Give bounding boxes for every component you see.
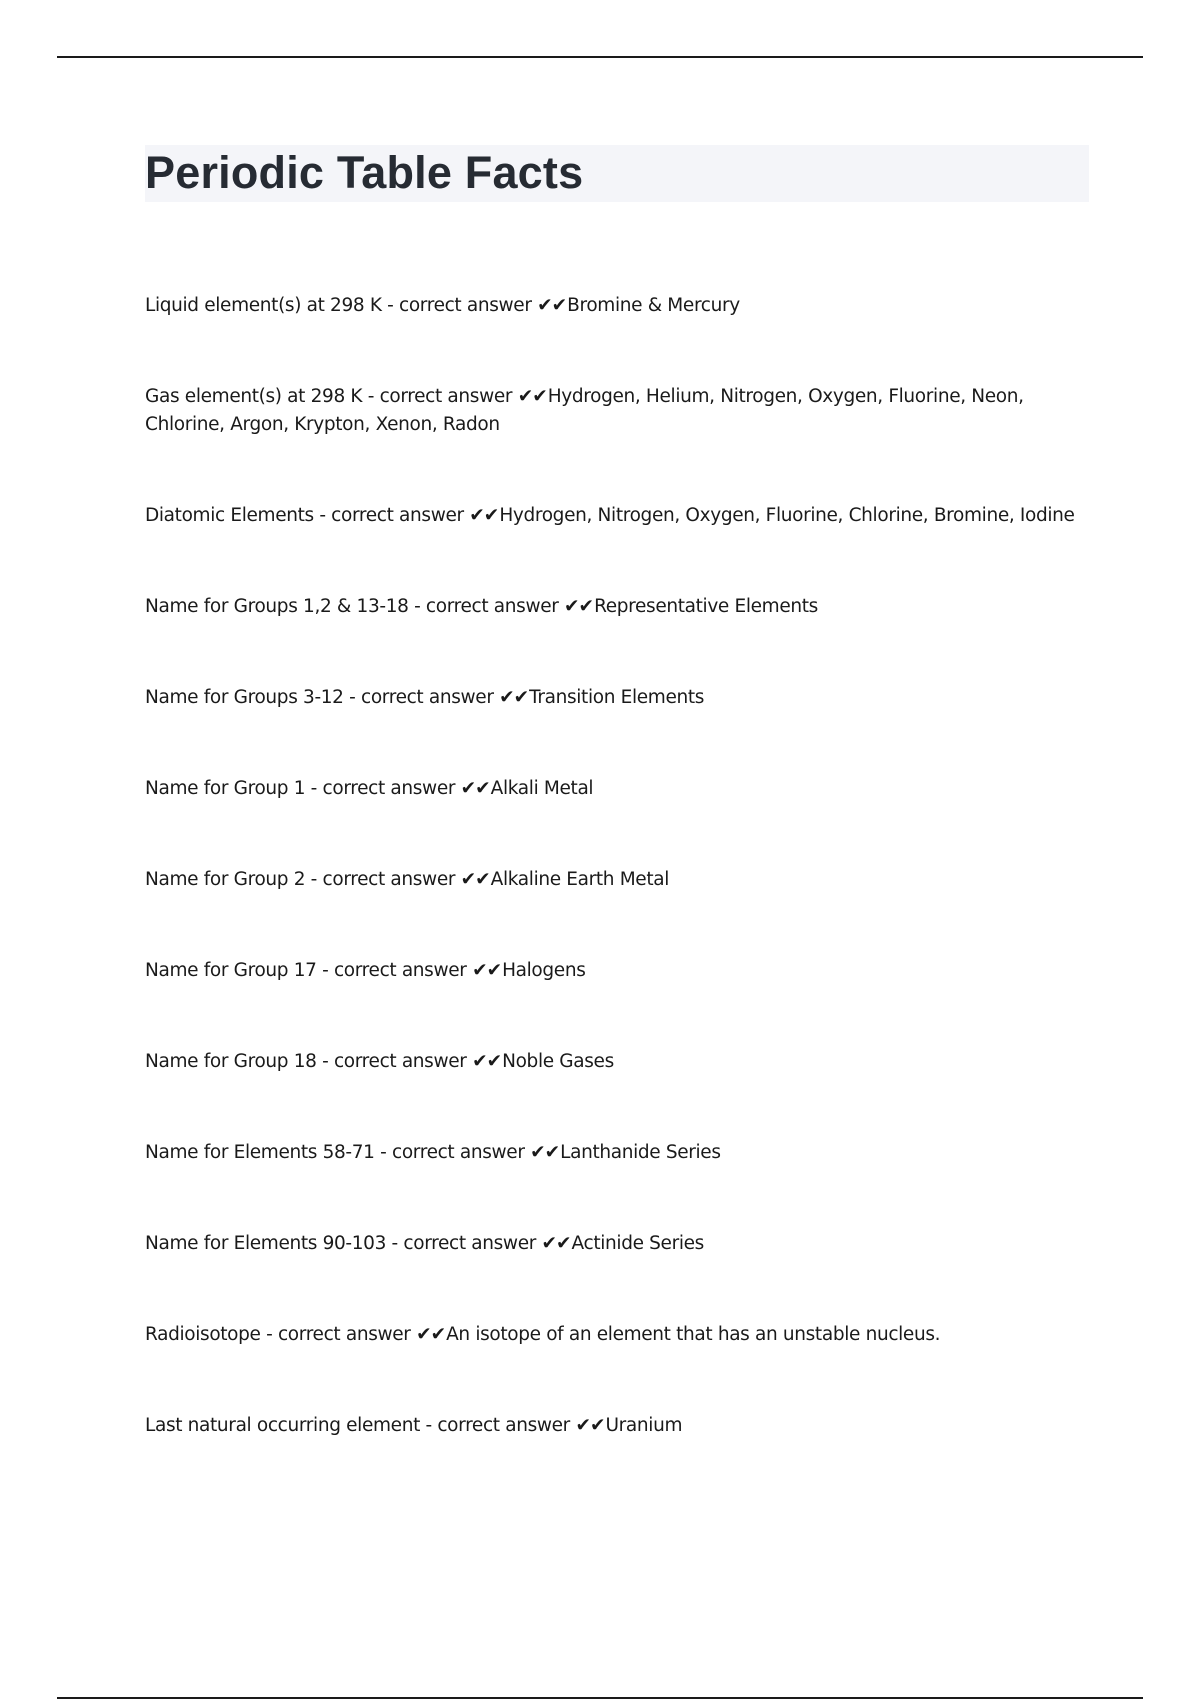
term: Name for Elements 90-103	[145, 1233, 387, 1254]
answer: Actinide Series	[571, 1233, 704, 1254]
checkmark-icon: ✔✔	[472, 1051, 502, 1072]
list-item	[145, 1412, 1095, 1440]
term: Name for Groups 3-12	[145, 687, 344, 708]
answer: Transition Elements	[529, 687, 705, 708]
list-item	[145, 1048, 1095, 1076]
term: Name for Group 2	[145, 869, 306, 890]
term: Name for Group 1	[145, 778, 306, 799]
connector: - correct answer	[316, 960, 473, 981]
connector: - correct answer	[408, 596, 565, 617]
answer: Uranium	[605, 1415, 683, 1436]
list-item	[145, 866, 1095, 894]
checkmark-icon: ✔✔	[530, 1142, 560, 1163]
term: Name for Group 18	[145, 1051, 317, 1072]
checkmark-icon: ✔✔	[472, 960, 502, 981]
list-item	[145, 1321, 1095, 1349]
connector: - correct answer	[374, 1142, 531, 1163]
connector: - correct answer	[343, 687, 500, 708]
connector: - correct answer	[313, 505, 470, 526]
answer: Hydrogen, Helium, Nitrogen, Oxygen, Fluorine, Neon, Chlorine, Argon, Krypton, Xenon, Radon	[145, 386, 1024, 435]
checkmark-icon: ✔✔	[416, 1324, 446, 1345]
connector: - correct answer	[305, 778, 461, 799]
list-item	[145, 502, 1095, 530]
checkmark-icon: ✔✔	[517, 386, 547, 407]
qa-list	[145, 292, 1095, 1503]
term: Gas element(s) at 298 K	[145, 386, 363, 407]
term: Last natural occurring element	[145, 1415, 420, 1436]
answer: Halogens	[502, 960, 586, 981]
term: Name for Groups 1,2 & 13-18	[145, 596, 409, 617]
top-rule	[57, 56, 1143, 58]
answer: Alkaline Earth Metal	[490, 869, 670, 890]
bottom-rule	[57, 1697, 1143, 1699]
answer: Alkali Metal	[490, 778, 594, 799]
answer: Bromine & Mercury	[567, 295, 740, 316]
term: Name for Group 17	[145, 960, 317, 981]
connector: - correct answer	[381, 295, 538, 316]
connector: - correct answer	[362, 386, 518, 407]
checkmark-icon: ✔✔	[541, 1233, 571, 1254]
term: Liquid element(s) at 298 K	[145, 295, 382, 316]
checkmark-icon: ✔✔	[537, 295, 567, 316]
checkmark-icon: ✔✔	[499, 687, 529, 708]
list-item	[145, 383, 1095, 439]
connector: - correct answer	[316, 1051, 473, 1072]
answer: Representative Elements	[594, 596, 818, 617]
checkmark-icon: ✔✔	[460, 869, 490, 890]
checkmark-icon: ✔✔	[575, 1415, 605, 1436]
answer: Noble Gases	[502, 1051, 614, 1072]
answer: An isotope of an element that has an unstable nucleus.	[446, 1324, 941, 1345]
title-banner	[145, 145, 1089, 202]
answer: Lanthanide Series	[560, 1142, 721, 1163]
list-item	[145, 957, 1095, 985]
list-item	[145, 1230, 1095, 1258]
checkmark-icon: ✔✔	[564, 596, 594, 617]
connector: - correct answer	[305, 869, 461, 890]
list-item	[145, 292, 1095, 320]
list-item	[145, 684, 1095, 712]
term: Diatomic Elements	[145, 505, 314, 526]
list-item	[145, 1139, 1095, 1167]
checkmark-icon: ✔✔	[460, 778, 490, 799]
connector: - correct answer	[419, 1415, 576, 1436]
list-item	[145, 775, 1095, 803]
checkmark-icon: ✔✔	[469, 505, 499, 526]
term: Radioisotope	[145, 1324, 261, 1345]
page-title: Periodic Table Facts	[145, 147, 584, 198]
term: Name for Elements 58-71	[145, 1142, 375, 1163]
list-item	[145, 593, 1095, 621]
answer: Hydrogen, Nitrogen, Oxygen, Fluorine, Chlorine, Bromine, Iodine	[499, 505, 1075, 526]
connector: - correct answer	[386, 1233, 542, 1254]
connector: - correct answer	[260, 1324, 417, 1345]
